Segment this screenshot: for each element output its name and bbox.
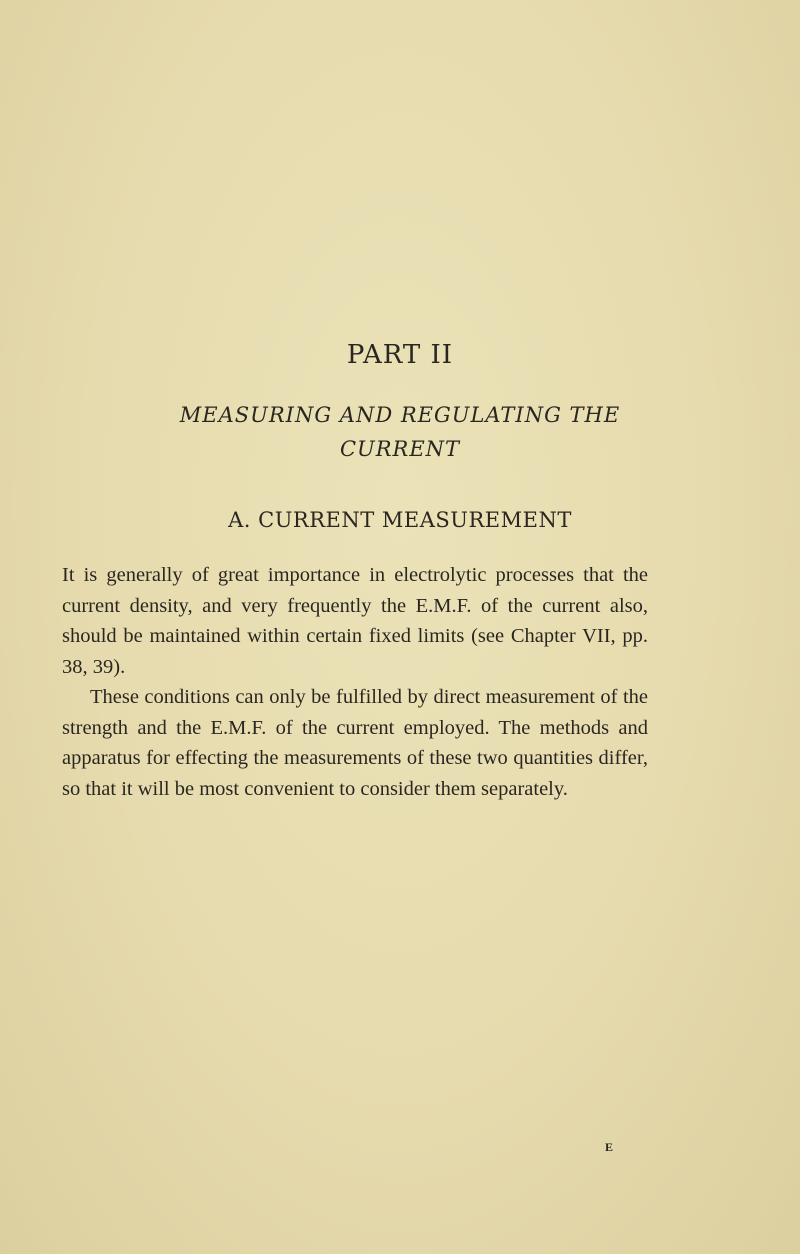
signature-mark: E [605, 1140, 614, 1154]
paragraph-1: It is generally of great importance in electrolytic processes that the current density, and very frequently the E.M.F. of the current also, should be maintained within certain fixed limits (see Chapter VII, pp. 38, 39). [62, 564, 648, 678]
section-title-line-2: CURRENT [339, 437, 461, 461]
section-title-line-1: MEASURING AND REGULATING THE [179, 403, 621, 427]
subsection-title: A. CURRENT MEASUREMENT [228, 508, 572, 532]
paragraph-2: These conditions can only be fulfilled by direct measurement of the strength and the E.M.F. of the current employed. The methods and apparatus for effecting the measurements of these two quantities differ, so that it will be most convenient to consider them separately. [62, 686, 648, 800]
section-title [0, 398, 800, 466]
body-text [62, 560, 648, 804]
part-title: PART II [346, 340, 454, 370]
